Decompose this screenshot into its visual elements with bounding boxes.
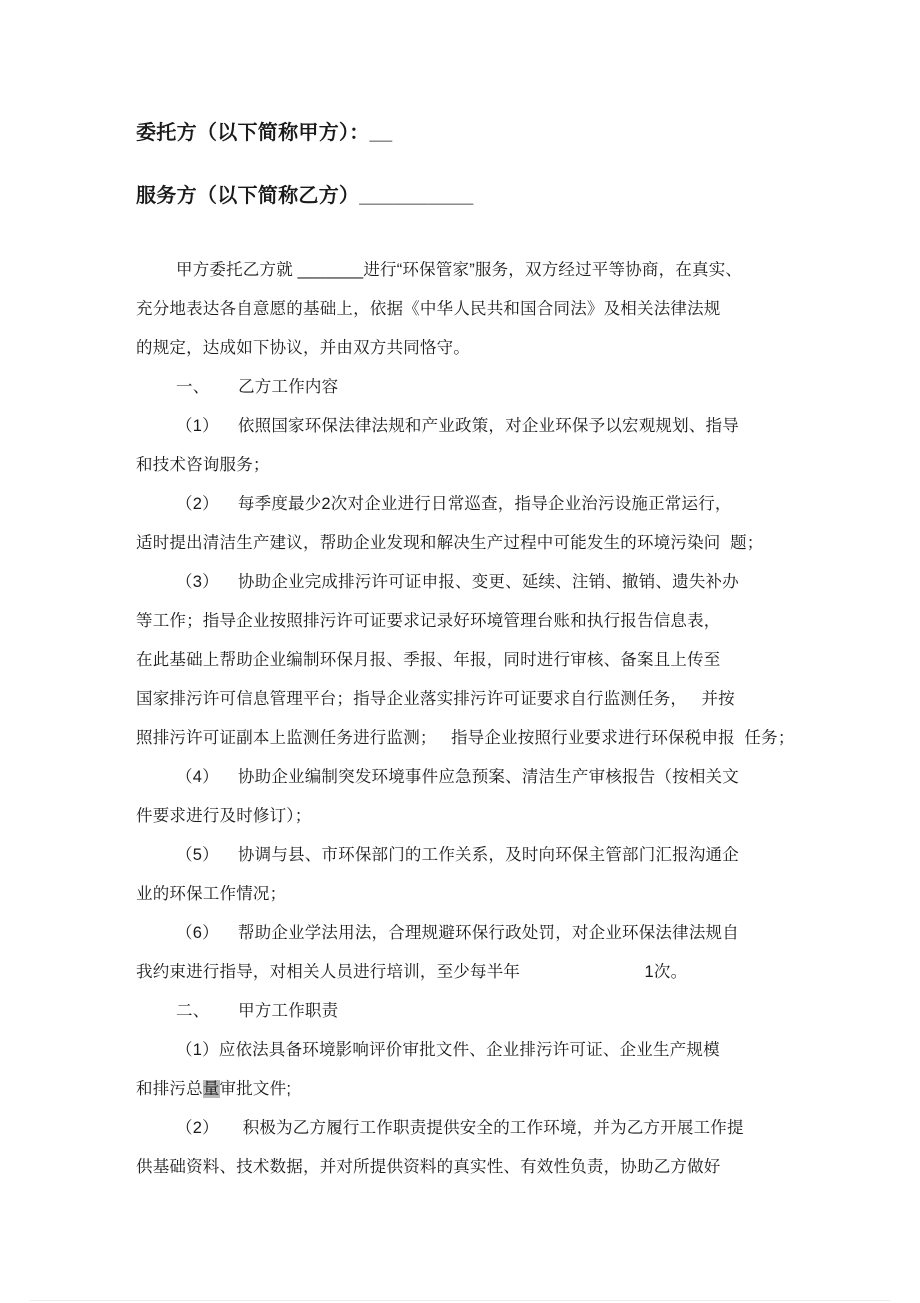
document-line: 和技术咨询服务；: [136, 456, 270, 474]
document-line: （6） 帮助企业学法用法，合理规避环保行政处罚，对企业环保法律法规自: [176, 924, 739, 942]
document-line: 我约束进行指导，对相关人员进行培训，至少每半年 1次。: [136, 963, 688, 981]
party-a-line: 委托方（以下简称甲方）：__: [136, 122, 393, 144]
preamble-line: 充分地表达各自意愿的基础上，依据《中华人民共和国合同法》及相关法律法规: [136, 300, 721, 318]
section-2-heading: 二、 甲方工作职责: [176, 1002, 339, 1020]
document-line: [136, 1070, 810, 1109]
document-line: 等工作；指导企业按照排污许可证要求记录好环境管理台账和执行报告信息表，: [136, 612, 721, 630]
document-line: 件要求进行及时修订）；: [136, 807, 312, 825]
document-line: 供基础资料、技术数据，并对所提供资料的真实性、有效性负责，协助乙方做好: [136, 1158, 721, 1176]
document-line: （3） 协助企业完成排污许可证申报、变更、延续、注销、撤销、遗失补办: [176, 573, 739, 591]
document-line: （2） 每季度最少2次对企业进行日常巡查，指导企业治污设施正常运行，: [176, 495, 732, 513]
document-line: （1） 依照国家环保法律法规和产业政策，对企业环保予以宏观规划、指导: [176, 417, 739, 435]
document-line: （2） 积极为乙方履行工作职责提供安全的工作环境，并为乙方开展工作提: [176, 1119, 744, 1137]
document-body: [136, 251, 810, 1187]
preamble-line: 甲方委托乙方就 _______进行“环保管家”服务，双方经过平等协商，在真实、: [176, 261, 743, 279]
document-line: （5） 协调与县、市环保部门的工作关系，及时向环保主管部门汇报沟通企: [176, 846, 739, 864]
document-line: （4） 协助企业编制突发环境事件应急预案、清洁生产审核报告（按相关文: [176, 768, 739, 786]
document-line: 照排污许可证副本上监测任务进行监测； 指导企业按照行业要求进行环保税申报 任务；: [136, 729, 795, 747]
document-line-text: 和排污总: [136, 1080, 203, 1098]
party-b-line: 服务方（以下简称乙方）__________: [136, 185, 474, 207]
section-1-heading: 一、 乙方工作内容: [176, 378, 339, 396]
document-line: （1）应依法具备环境影响评价审批文件、企业排污许可证、企业生产规模: [176, 1041, 720, 1059]
document-line: 适时提出清洁生产建议，帮助企业发现和解决生产过程中可能发生的环境污染问 题；: [136, 534, 764, 552]
preamble-line: 的规定，达成如下协议，并由双方共同恪守。: [136, 339, 470, 357]
document-line: 国家排污许可信息管理平台；指导企业落实排污许可证要求自行监测任务， 并按: [136, 690, 735, 708]
document-line-text: 审批文件;: [219, 1080, 292, 1098]
document-line: 在此基础上帮助企业编制环保月报、季报、年报，同时进行审核、备案且上传至: [136, 651, 721, 669]
page-bottom-edge: [30, 1300, 890, 1301]
highlighted-char: 量: [202, 1080, 220, 1098]
document-line: 业的环保工作情况；: [136, 885, 287, 903]
